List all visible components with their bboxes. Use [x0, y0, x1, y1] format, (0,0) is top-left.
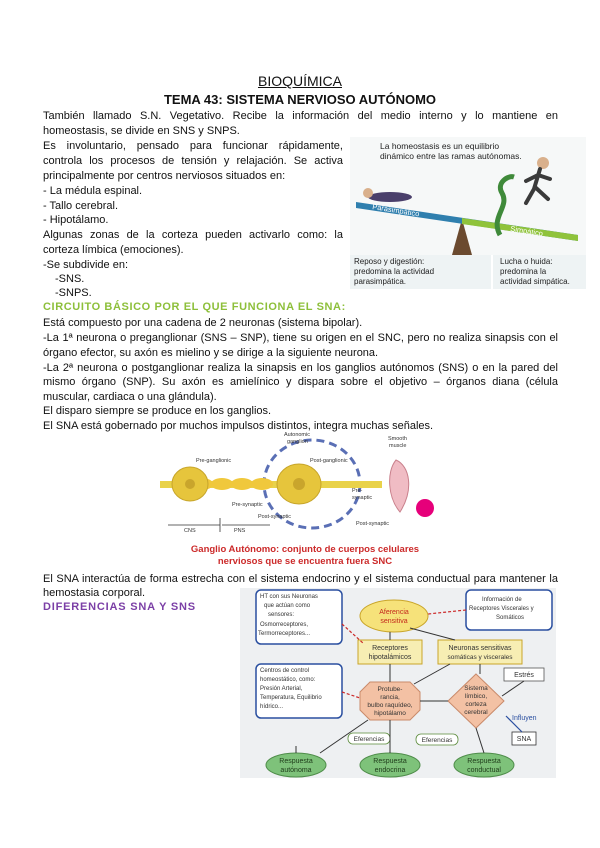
left-line-7: Algunas zonas de la corteza pueden activarlo como: la — [43, 229, 343, 241]
resp-endocrina-1: Respuesta — [373, 758, 407, 765]
pre-synaptic-label-1: Pre-synaptic — [232, 502, 263, 508]
aferencia-label-2: sensitiva — [380, 618, 408, 625]
aferencia-node — [360, 600, 428, 632]
pink-marker-dot — [416, 499, 434, 517]
running-person-icon — [537, 157, 549, 169]
circuit-line-4: -La 2ª neurona o postganglionar realiza la sinapsis en los ganglios autónomos (SNS) o en la pared del — [43, 362, 558, 374]
balance-caption-2: dinámico entre las ramas autónomas. — [380, 151, 522, 161]
intro-line-2: homeostasis, se divide en SNS y SNPS. — [43, 125, 240, 137]
differences-heading: DIFERENCIAS SNA Y SNS — [43, 601, 196, 613]
aferencia-label-1: Aferencia — [379, 609, 409, 616]
eferencias-label-2: Eferencias — [421, 737, 453, 744]
autonomic-ganglion-label-1: Autonomic — [284, 432, 310, 438]
left-line-1: Es involuntario, pensado para funcionar rápidamente, — [43, 140, 343, 152]
homeostasis-balance-figure — [350, 137, 586, 289]
pre-synaptic-label-2b: synaptic — [352, 495, 373, 501]
circuit-line-8: El SNA está gobernado por muchos impulsos distintos, integra muchas señales. — [43, 420, 434, 432]
parasympathetic-label: Parasimpático — [371, 202, 421, 219]
receptores-label-1: Receptores — [372, 645, 408, 652]
left-line-9: -Se subdivide en: — [43, 259, 128, 271]
fight-caption-3: actividad simpática. — [500, 277, 570, 286]
note-info-line-2: Receptores Viscerales y — [469, 606, 534, 612]
sna-label: SNA — [516, 736, 532, 743]
left-line-2: controla los procesos de tensión y relajación. Se activa — [43, 155, 343, 167]
left-line-5: - Tallo cerebral. — [43, 200, 118, 212]
post-synaptic-label-1: Post-synaptic — [258, 514, 292, 520]
fight-caption-2: predomina la — [500, 267, 547, 276]
note-ht-line-4: Osmorreceptores, — [260, 622, 309, 628]
note-centros-line-5: hídrico... — [260, 704, 284, 710]
resp-endocrina-2: endocrina — [374, 767, 406, 774]
limbico-label-4: cerebral — [464, 709, 488, 716]
post-synaptic-label-2: Post-synaptic — [356, 521, 390, 527]
smooth-muscle-shape — [390, 460, 409, 512]
protuberancia-label-2: rancia, — [380, 694, 400, 701]
note-ht-line-2: que actúan como — [264, 603, 311, 609]
postganglionic-label: Post-ganglionic — [310, 458, 348, 464]
pns-label: PNS — [234, 528, 246, 534]
resp-autonoma-2: autónoma — [280, 767, 312, 774]
left-line-6: - Hipotálamo. — [43, 214, 109, 226]
receptores-label-2: hipotalámicos — [368, 654, 412, 661]
rest-caption-1: Reposo y digestión: — [354, 257, 425, 266]
fight-caption-1: Lucha o huida: — [500, 257, 553, 266]
neuronas-label-2: somáticas y viscerales — [447, 654, 513, 661]
homeostasis-flow-figure — [240, 588, 556, 778]
resting-person — [368, 192, 412, 202]
note-ht-line-1: HT con sus Neuronas — [260, 594, 318, 600]
endocrine-line-2: hemostasia corporal. — [43, 587, 146, 599]
note-centros-line-4: Temperatura, Equilibrio — [260, 695, 322, 701]
note-ht-line-5: Termorreceptores... — [258, 631, 311, 637]
resp-autonoma-1: Respuesta — [279, 758, 313, 765]
circuit-line-6: muscular, cardiaca o una glándula). — [43, 391, 217, 403]
circuit-heading: CIRCUITO BÁSICO POR EL QUE FUNCIONA EL SNA: — [43, 301, 346, 313]
protuberancia-label-1: Protube- — [377, 686, 403, 693]
left-line-11: -SNPS. — [55, 287, 92, 299]
circuit-line-5: mismo órgano (SNP). Su axón es amielínico y dispara sobre el objetivo – órganos diana (célula — [43, 376, 558, 388]
subject-title: BIOQUÍMICA — [257, 73, 342, 89]
left-line-8: corteza límbica (emociones). — [43, 244, 184, 256]
left-line-3: principalmente por centros nerviosos situados en: — [43, 170, 286, 182]
note-info-line-1: Información de — [482, 597, 522, 603]
note-centros-line-3: Presión Arterial, — [260, 686, 303, 692]
left-line-10: -SNS. — [55, 273, 85, 285]
note-info-line-3: Somáticos — [496, 615, 525, 621]
note-centros-line-2: homeostático, como: — [260, 677, 316, 683]
limbico-label-1: Sistema — [464, 685, 488, 692]
circuit-line-2: -La 1ª neurona o preganglionar (SNS – SNP), tiene su origen en el SNC, pero no realiza sinapsis con el — [43, 332, 558, 344]
sympathetic-label: Simpático — [509, 224, 544, 239]
endocrine-line-1: El SNA interactúa de forma estrecha con el sistema endocrino y el sistema conductual para mantener la — [43, 573, 558, 585]
limbico-label-3: corteza — [465, 701, 487, 708]
estres-label: Estrés — [514, 672, 534, 679]
preganglionic-label: Pre-ganglionic — [196, 458, 232, 464]
left-line-4: - La médula espinal. — [43, 185, 143, 197]
circuit-line-1: Está compuesto por una cadena de 2 neuronas (sistema bipolar). — [43, 317, 363, 329]
balance-caption-1: La homeostasis es un equilibrio — [380, 141, 500, 151]
cns-label: CNS — [184, 528, 196, 534]
rest-caption-3: parasimpática. — [354, 277, 407, 286]
pre-synaptic-label-2a: Pre- — [352, 488, 363, 494]
ganglion-caption-1: Ganglio Autónomo: conjunto de cuerpos celulares — [190, 544, 420, 555]
intro-line-1: También llamado S.N. Vegetativo. Recibe la información del medio interno y lo mantiene en — [43, 110, 558, 122]
autonomic-ganglion-label-2: ganglion — [287, 439, 308, 445]
neuron-chain-figure — [160, 432, 450, 572]
neuronas-label-1: Neuronas sensitivas — [448, 645, 512, 652]
topic-title: TEMA 43: SISTEMA NERVIOSO AUTÓNOMO — [163, 92, 437, 107]
resp-conductual-2: conductual — [467, 767, 501, 774]
smooth-muscle-label-1: Smooth — [388, 436, 407, 442]
smooth-muscle-label-2: muscle — [389, 443, 407, 449]
resp-conductual-1: Respuesta — [467, 758, 501, 765]
protuberancia-label-4: hipotálamo — [374, 710, 406, 717]
protuberancia-label-3: bulbo raquídeo, — [367, 702, 413, 709]
influyen-label: Influyen — [512, 715, 537, 722]
circuit-line-3: órgano efector, su axón es mielino y se dirige a la siguiente neurona. — [43, 347, 379, 359]
limbico-label-2: límbico, — [464, 693, 488, 700]
rest-caption-2: predomina la actividad — [354, 267, 435, 276]
note-centros-line-1: Centros de control — [260, 668, 310, 674]
ganglion-caption-2: nerviosos que se encuentra fuera SNC — [217, 556, 393, 567]
circuit-line-7: El disparo siempre se produce en los ganglios. — [43, 405, 272, 417]
note-ht-line-3: sensores: — [268, 612, 295, 618]
eferencias-label-1: Eferencias — [353, 736, 385, 743]
